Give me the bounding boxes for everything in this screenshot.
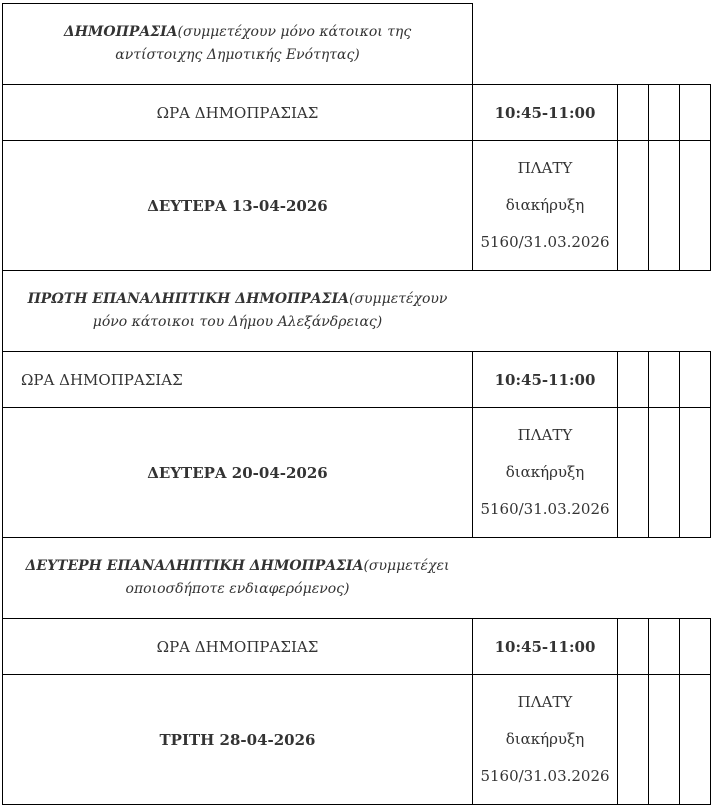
doc-type: διακήρυξη [505, 463, 585, 481]
heading-line2: οποιοσδήποτε ενδιαφερόμενος) [125, 581, 350, 597]
time-value: 10:45-11:00 [494, 637, 596, 656]
doc-type: διακήρυξη [505, 196, 585, 214]
section-heading [3, 271, 472, 351]
auction-date: ΔΕΥΤΕΡΑ 13-04-2026 [147, 196, 328, 215]
location: ΠΛΑΤΥ [517, 159, 573, 177]
heading-line2: αντίστοιχης Δημοτικής Ενότητας) [115, 47, 360, 63]
auction-details [473, 408, 617, 537]
location: ΠΛΑΤΥ [517, 693, 573, 711]
heading-rest: (συμμετέχουν [348, 291, 448, 307]
location: ΠΛΑΤΥ [517, 426, 573, 444]
time-label: ΩΡΑ ΔΗΜΟΠΡΑΣΙΑΣ [156, 637, 319, 656]
doc-ref: 5160/31.03.2026 [480, 767, 610, 785]
auction-date: ΤΡΙΤΗ 28-04-2026 [159, 730, 316, 749]
auction-date: ΔΕΥΤΕΡΑ 20-04-2026 [147, 463, 328, 482]
heading-rest: (συμμετέχουν μόνο κάτοικοι της [177, 24, 412, 40]
heading-bold: ΠΡΩΤΗ ΕΠΑΝΑΛΗΠΤΙΚΗ ΔΗΜΟΠΡΑΣΙΑ [27, 291, 349, 307]
section-heading [3, 538, 472, 618]
heading-bold: ΔΗΜΟΠΡΑΣΙΑ [63, 24, 178, 40]
heading-line2: μόνο κάτοικοι του Δήμου Αλεξάνδρειας) [92, 314, 383, 330]
auction-details [473, 141, 617, 270]
doc-ref: 5160/31.03.2026 [480, 500, 610, 518]
auction-details [473, 675, 617, 804]
time-label: ΩΡΑ ΔΗΜΟΠΡΑΣΙΑΣ [156, 103, 319, 122]
time-value: 10:45-11:00 [494, 103, 596, 122]
time-label: ΩΡΑ ΔΗΜΟΠΡΑΣΙΑΣ [21, 370, 183, 389]
time-value: 10:45-11:00 [494, 370, 596, 389]
doc-ref: 5160/31.03.2026 [480, 233, 610, 251]
doc-type: διακήρυξη [505, 730, 585, 748]
heading-bold: ΔΕΥΤΕΡΗ ΕΠΑΝΑΛΗΠΤΙΚΗ ΔΗΜΟΠΡΑΣΙΑ [25, 558, 364, 574]
heading-rest: (συμμετέχει [363, 558, 450, 574]
section-heading [3, 4, 472, 84]
